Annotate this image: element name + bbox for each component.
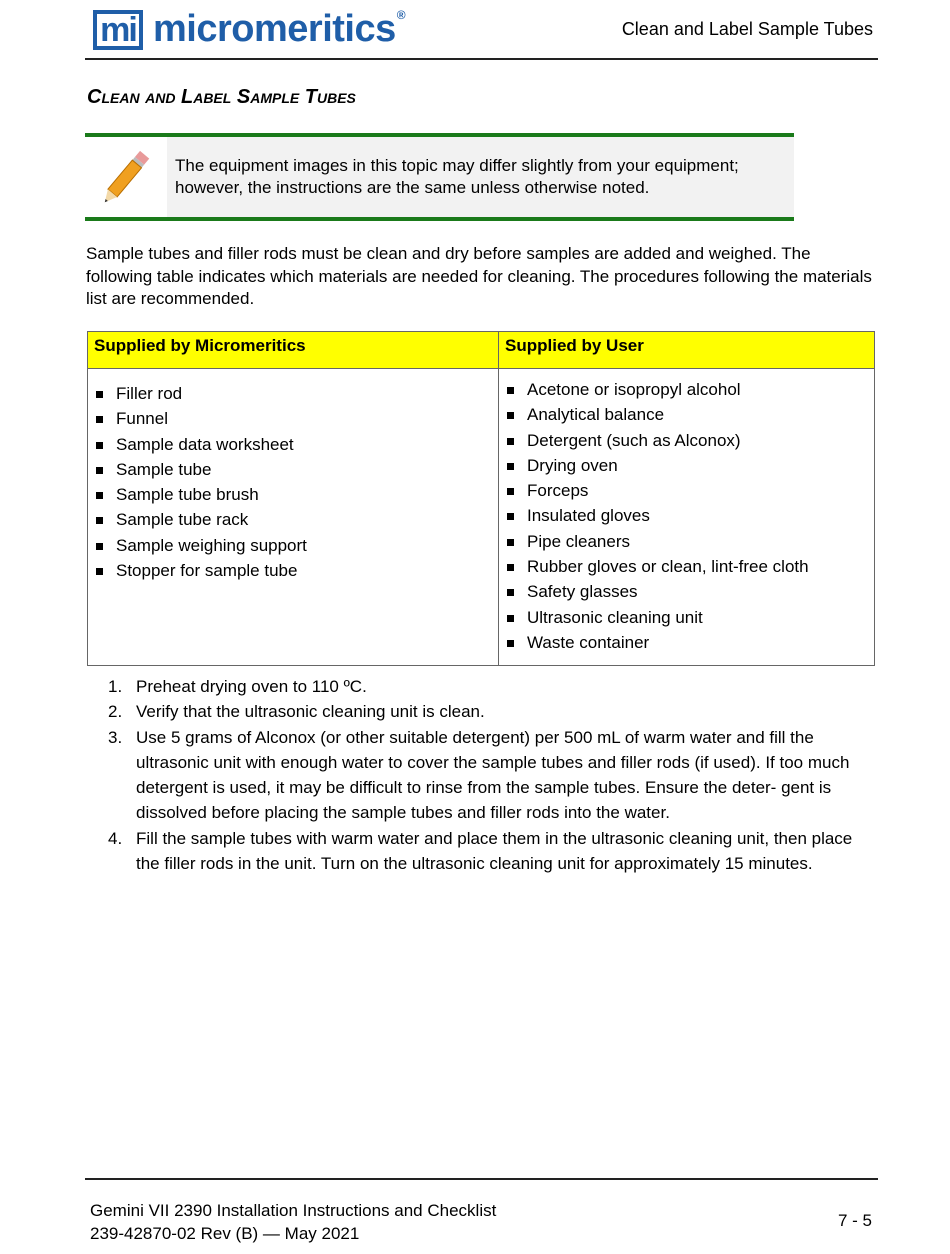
list-item: Detergent (such as Alconox) xyxy=(505,428,868,453)
footer xyxy=(90,1199,496,1245)
page-title: Clean and Label Sample Tubes xyxy=(87,86,356,108)
procedure-steps xyxy=(108,674,873,876)
user-list xyxy=(505,377,868,655)
micromeritics-logo: mi micromeritics® xyxy=(93,8,405,51)
header-divider xyxy=(85,58,878,60)
list-item: Acetone or isopropyl alcohol xyxy=(505,377,868,402)
header-micromeritics: Supplied by Micromeritics xyxy=(88,332,499,369)
micromeritics-list xyxy=(94,381,492,583)
footer-divider xyxy=(85,1178,878,1180)
list-item: Drying oven xyxy=(505,453,868,478)
step-item xyxy=(108,826,873,877)
list-item: Sample tube brush xyxy=(94,482,492,507)
logo-text: micromeritics xyxy=(153,8,396,50)
step-number: 3. xyxy=(108,727,123,747)
list-item: Ultrasonic cleaning unit xyxy=(505,605,868,630)
list-item: Sample weighing support xyxy=(94,533,492,558)
step-number: 2. xyxy=(108,702,123,722)
list-item: Funnel xyxy=(94,406,492,431)
step-item xyxy=(108,674,873,699)
step-number: 1. xyxy=(108,677,123,696)
step-item xyxy=(108,725,873,826)
list-item: Forceps xyxy=(505,478,868,503)
step-text: Use 5 grams of Alconox (or other suitable detergent) per 500 mL of warm water and fill the ultrasonic unit with enough water to cover the sample tubes and filler rods (if used). If too much detergent is used, it may be difficult to rinse from the sample tubes. Ensure the deter- gent is dissolved before placing the sample tubes and filler rods into the water. xyxy=(136,727,850,823)
logo-mark: mi xyxy=(93,10,143,50)
list-item: Filler rod xyxy=(94,381,492,406)
footer-revision: 239-42870-02 Rev (B) — May 2021 xyxy=(90,1224,360,1243)
intro-paragraph: Sample tubes and filler rods must be clean and dry before samples are added and weighed. The following table indicates which materials are needed for cleaning. The procedures following the materials list are recommended. xyxy=(86,244,872,308)
note-box xyxy=(85,133,794,221)
step-item xyxy=(108,699,873,724)
header-user: Supplied by User xyxy=(499,332,875,369)
list-item: Sample tube rack xyxy=(94,507,492,532)
footer-title: Gemini VII 2390 Installation Instructions and Checklist xyxy=(90,1201,497,1220)
pencil-icon xyxy=(85,137,167,217)
list-item: Sample tube xyxy=(94,457,492,482)
page-number: 7 - 5 xyxy=(837,1211,872,1230)
note-text: The equipment images in this topic may differ slightly from your equipment; however, the instructions are the same unless otherwise noted. xyxy=(167,137,794,217)
list-item: Waste container xyxy=(505,630,868,655)
list-item: Pipe cleaners xyxy=(505,529,868,554)
list-item: Insulated gloves xyxy=(505,503,868,528)
list-item: Safety glasses xyxy=(505,579,868,604)
header-title: Clean and Label Sample Tubes xyxy=(621,19,873,39)
list-item: Analytical balance xyxy=(505,402,868,427)
materials-table xyxy=(87,331,875,666)
list-item: Rubber gloves or clean, lint-free cloth xyxy=(505,554,868,579)
list-item: Sample data worksheet xyxy=(94,432,492,457)
step-text: Fill the sample tubes with warm water and place them in the ultrasonic cleaning unit, then place the filler rods in the unit. Turn on the ultrasonic cleaning unit for approximately 15 minutes. xyxy=(136,828,853,874)
step-text: Verify that the ultrasonic cleaning unit is clean. xyxy=(136,702,485,722)
step-text: Preheat drying oven to 110 ºC. xyxy=(136,677,367,696)
list-item: Stopper for sample tube xyxy=(94,558,492,583)
step-number: 4. xyxy=(108,828,123,848)
